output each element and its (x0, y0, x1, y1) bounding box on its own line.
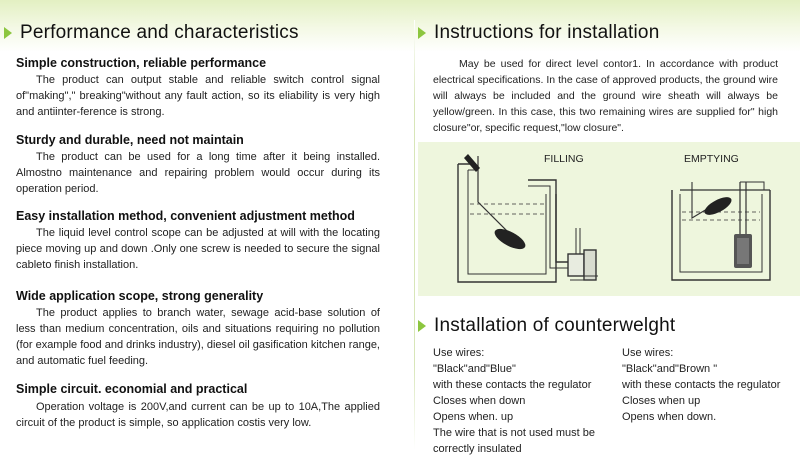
counterweight-heading (418, 315, 675, 337)
wire-line: Closes when up (622, 395, 701, 407)
filling-float-icon (464, 154, 528, 253)
emptying-tank (672, 182, 770, 280)
wire-line: Use wires: (433, 347, 485, 359)
level-diagram (418, 142, 800, 296)
wire-line: Closes when down (433, 395, 526, 407)
wire-line: The wire that is not used must be (433, 427, 596, 439)
wire-line: Use wires: (622, 347, 674, 359)
filling-tank (458, 156, 598, 282)
section-title-circuit: Simple circuit. economial and practical (16, 382, 248, 396)
section-text-construction: The product can output stable and reliable switch control signal of"making"," breaking"without any fault action, so its eliability is very high and antiinter-ference is strong. (16, 74, 380, 118)
emptying-float-icon (702, 194, 734, 219)
install-heading-text: Instructions for installation (434, 22, 660, 43)
section-text-durable: The product can be used for a long time after it being installed. Almostno maintenance and repairing problem would occur during its operation period. (16, 151, 380, 195)
emptying-label: EMPTYING (684, 153, 739, 165)
green-arrow-icon (418, 320, 426, 332)
green-arrow-icon (4, 27, 12, 39)
section-title-installation: Easy installation method, convenient adjustment method (16, 209, 355, 223)
section-title-durable: Sturdy and durable, need not maintain (16, 133, 244, 147)
wire-line: "Black"and"Brown " (622, 363, 718, 375)
counterweight-heading-text: Installation of counterwelght (434, 315, 676, 336)
wire-line: with these contacts the regulator (622, 379, 781, 391)
emptying-pump-icon (734, 234, 752, 268)
green-arrow-icon (418, 27, 426, 39)
wire-line: Opens when. up (433, 411, 514, 423)
wire-line: correctly insulated (433, 443, 522, 455)
wire-line: "Black"and"Blue" (433, 363, 516, 375)
install-heading (418, 22, 659, 44)
section-title-construction: Simple construction, reliable performance (16, 56, 267, 70)
wire-line: with these contacts the regulator (433, 379, 592, 391)
install-instructions-text: May be used for direct level contor1. In accordance with product electrical specifications. In the case of approved products, the ground wire will always be included and the ground wire sheath will always be yellow/green. In this case, this two remaining wires are supplied for" high closure"or, specific request,"low closure". (433, 58, 778, 134)
performance-heading (4, 22, 299, 44)
filling-label: FILLING (544, 153, 584, 165)
section-text-circuit: Operation voltage is 200V,and current can be up to 10A,The applied circuit of the product is simple, so application costis very low. (16, 401, 380, 429)
section-title-application: Wide application scope, strong generality (16, 289, 264, 303)
wire-line: Opens when down. (622, 411, 717, 423)
performance-heading-text: Performance and characteristics (20, 22, 299, 43)
wires-high-closure (433, 345, 595, 457)
level-diagram-svg (418, 142, 800, 296)
section-text-application: The product applies to branch water, sewage acid-base solution of less than medium concentration, oils and situations requiring no pollution (for example food and drinks industry), diesel oil gasification kitchen range, and automatic fuel feeding. (16, 307, 380, 367)
column-divider (414, 20, 415, 450)
wires-low-closure (622, 345, 780, 425)
section-text-installation: The liquid level control scope can be adjusted at will with the locating piece moving up and down .Only one screw is needed to secure the signal cableto finish installation. (16, 227, 380, 271)
